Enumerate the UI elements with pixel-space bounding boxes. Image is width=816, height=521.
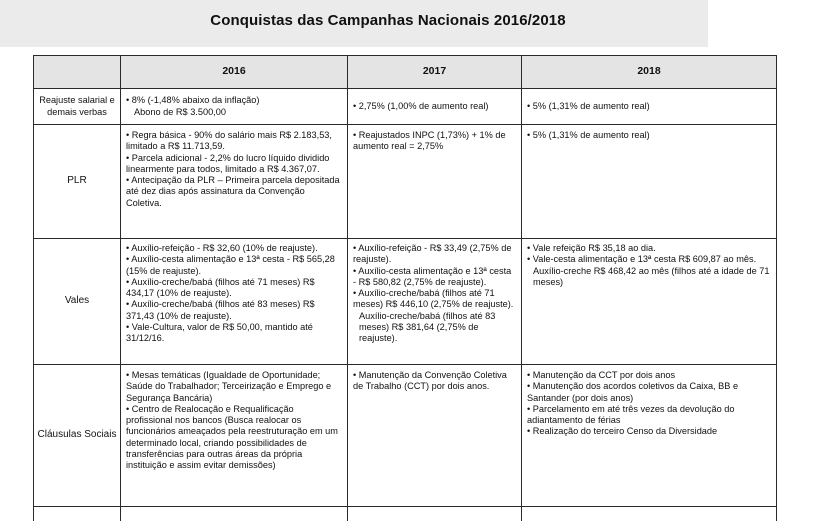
cutoff-cell — [348, 507, 522, 521]
header-2018: 2018 — [522, 56, 777, 89]
cell-2018 — [522, 365, 777, 507]
cell-line: • Auxílio-cesta alimentação e 13ª cesta - R$ 565,28 (15% de reajuste). — [126, 254, 342, 277]
cell-line: • Centro de Realocação e Requalificação profissional nos bancos (Busca realocar os funcionários ameaçados pela reestruturação em um determinado local, criando possibilidades de transferências para outras áreas da própria instituição e assim evitar demissões) — [126, 404, 342, 472]
cell-2018 — [522, 239, 777, 365]
cell-2016 — [121, 125, 348, 239]
cell-line: • 5% (1,31% de aumento real) — [527, 130, 771, 141]
cell-line: • Parcelamento em até três vezes da devolução do adiantamento de férias — [527, 404, 771, 427]
cell-line: Abono de R$ 3.500,00 — [126, 107, 342, 118]
cell-line: • Parcela adicional - 2,2% do lucro líquido dividido linearmente para todos, limitado a R$ 4.367,07. — [126, 153, 342, 176]
cell-line: • 5% (1,31% de aumento real) — [527, 101, 771, 112]
table-row-reajuste — [34, 89, 777, 125]
row-label: Reajuste salarial e demais verbas — [34, 89, 121, 125]
cell-line: • Realização do terceiro Censo da Diversidade — [527, 426, 771, 437]
row-label: PLR — [34, 125, 121, 239]
cell-line: • Auxílio-cesta alimentação e 13ª cesta - R$ 580,82 (2,75% de reajuste). — [353, 266, 516, 289]
cell-line: • 2,75% (1,00% de aumento real) — [353, 101, 516, 112]
cell-line: • Auxílio-creche/babá (filhos até 83 meses) R$ 371,43 (10% de reajuste). — [126, 299, 342, 322]
cell-line: • Vale-cesta alimentação e 13ª cesta R$ 609,87 ao mês. — [527, 254, 771, 265]
cell-line: Auxílio-creche R$ 468,42 ao mês (filhos até a idade de 71 meses) — [527, 266, 771, 289]
cell-2017 — [348, 239, 522, 365]
header-row — [34, 56, 777, 89]
row-label: Vales — [34, 239, 121, 365]
cell-line: • Auxílio-refeição - R$ 33,49 (2,75% de reajuste). — [353, 243, 516, 266]
cell-2017 — [348, 365, 522, 507]
cell-line: • 8% (-1,48% abaixo da inflação) — [126, 95, 342, 106]
cell-line: • Mesas temáticas (Igualdade de Oportunidade; Saúde do Trabalhador; Terceirização e Emprego e Segurança Bancária) — [126, 370, 342, 404]
header-2016: 2016 — [121, 56, 348, 89]
document-title: Conquistas das Campanhas Nacionais 2016/2018 — [0, 12, 776, 29]
cell-2018 — [522, 89, 777, 125]
table-row-vales — [34, 239, 777, 365]
cell-2018 — [522, 125, 777, 239]
table-row-clausulas — [34, 365, 777, 507]
cell-line: • Manutenção da Convenção Coletiva de Trabalho (CCT) por dois anos. — [353, 370, 516, 393]
cell-line: • Antecipação da PLR – Primeira parcela depositada até dez dias após assinatura da Convenção Coletiva. — [126, 175, 342, 209]
cell-line: • Regra básica - 90% do salário mais R$ 2.183,53, limitado a R$ 11.713,59. — [126, 130, 342, 153]
cell-line: • Manutenção da CCT por dois anos — [527, 370, 771, 381]
cell-line: • Vale-Cultura, valor de R$ 50,00, mantido até 31/12/16. — [126, 322, 342, 345]
cutoff-cell — [34, 507, 121, 521]
cutoff-cell — [522, 507, 777, 521]
header-corner — [34, 56, 121, 89]
table-row-cutoff — [34, 507, 777, 521]
cell-2016 — [121, 239, 348, 365]
cell-2017 — [348, 125, 522, 239]
row-label: Cláusulas Sociais — [34, 365, 121, 507]
cell-2016 — [121, 365, 348, 507]
achievements-table — [33, 55, 777, 521]
cutoff-cell — [121, 507, 348, 521]
table-row-plr — [34, 125, 777, 239]
header-2017: 2017 — [348, 56, 522, 89]
cell-line: • Reajustados INPC (1,73%) + 1% de aumento real = 2,75% — [353, 130, 516, 153]
cell-line: • Auxílio-refeição - R$ 32,60 (10% de reajuste). — [126, 243, 342, 254]
cell-2016 — [121, 89, 348, 125]
cell-line: • Manutenção dos acordos coletivos da Caixa, BB e Santander (por dois anos) — [527, 381, 771, 404]
cell-line: • Vale refeição R$ 35,18 ao dia. — [527, 243, 771, 254]
cell-2017 — [348, 89, 522, 125]
cell-line: Auxílio-creche/babá (filhos até 83 meses) R$ 381,64 (2,75% de reajuste). — [353, 311, 516, 345]
cell-line: • Auxílio-creche/babá (filhos até 71 meses) R$ 434,17 (10% de reajuste). — [126, 277, 342, 300]
cell-line: • Auxílio-creche/babá (filhos até 71 meses) R$ 446,10 (2,75% de reajuste). — [353, 288, 516, 311]
